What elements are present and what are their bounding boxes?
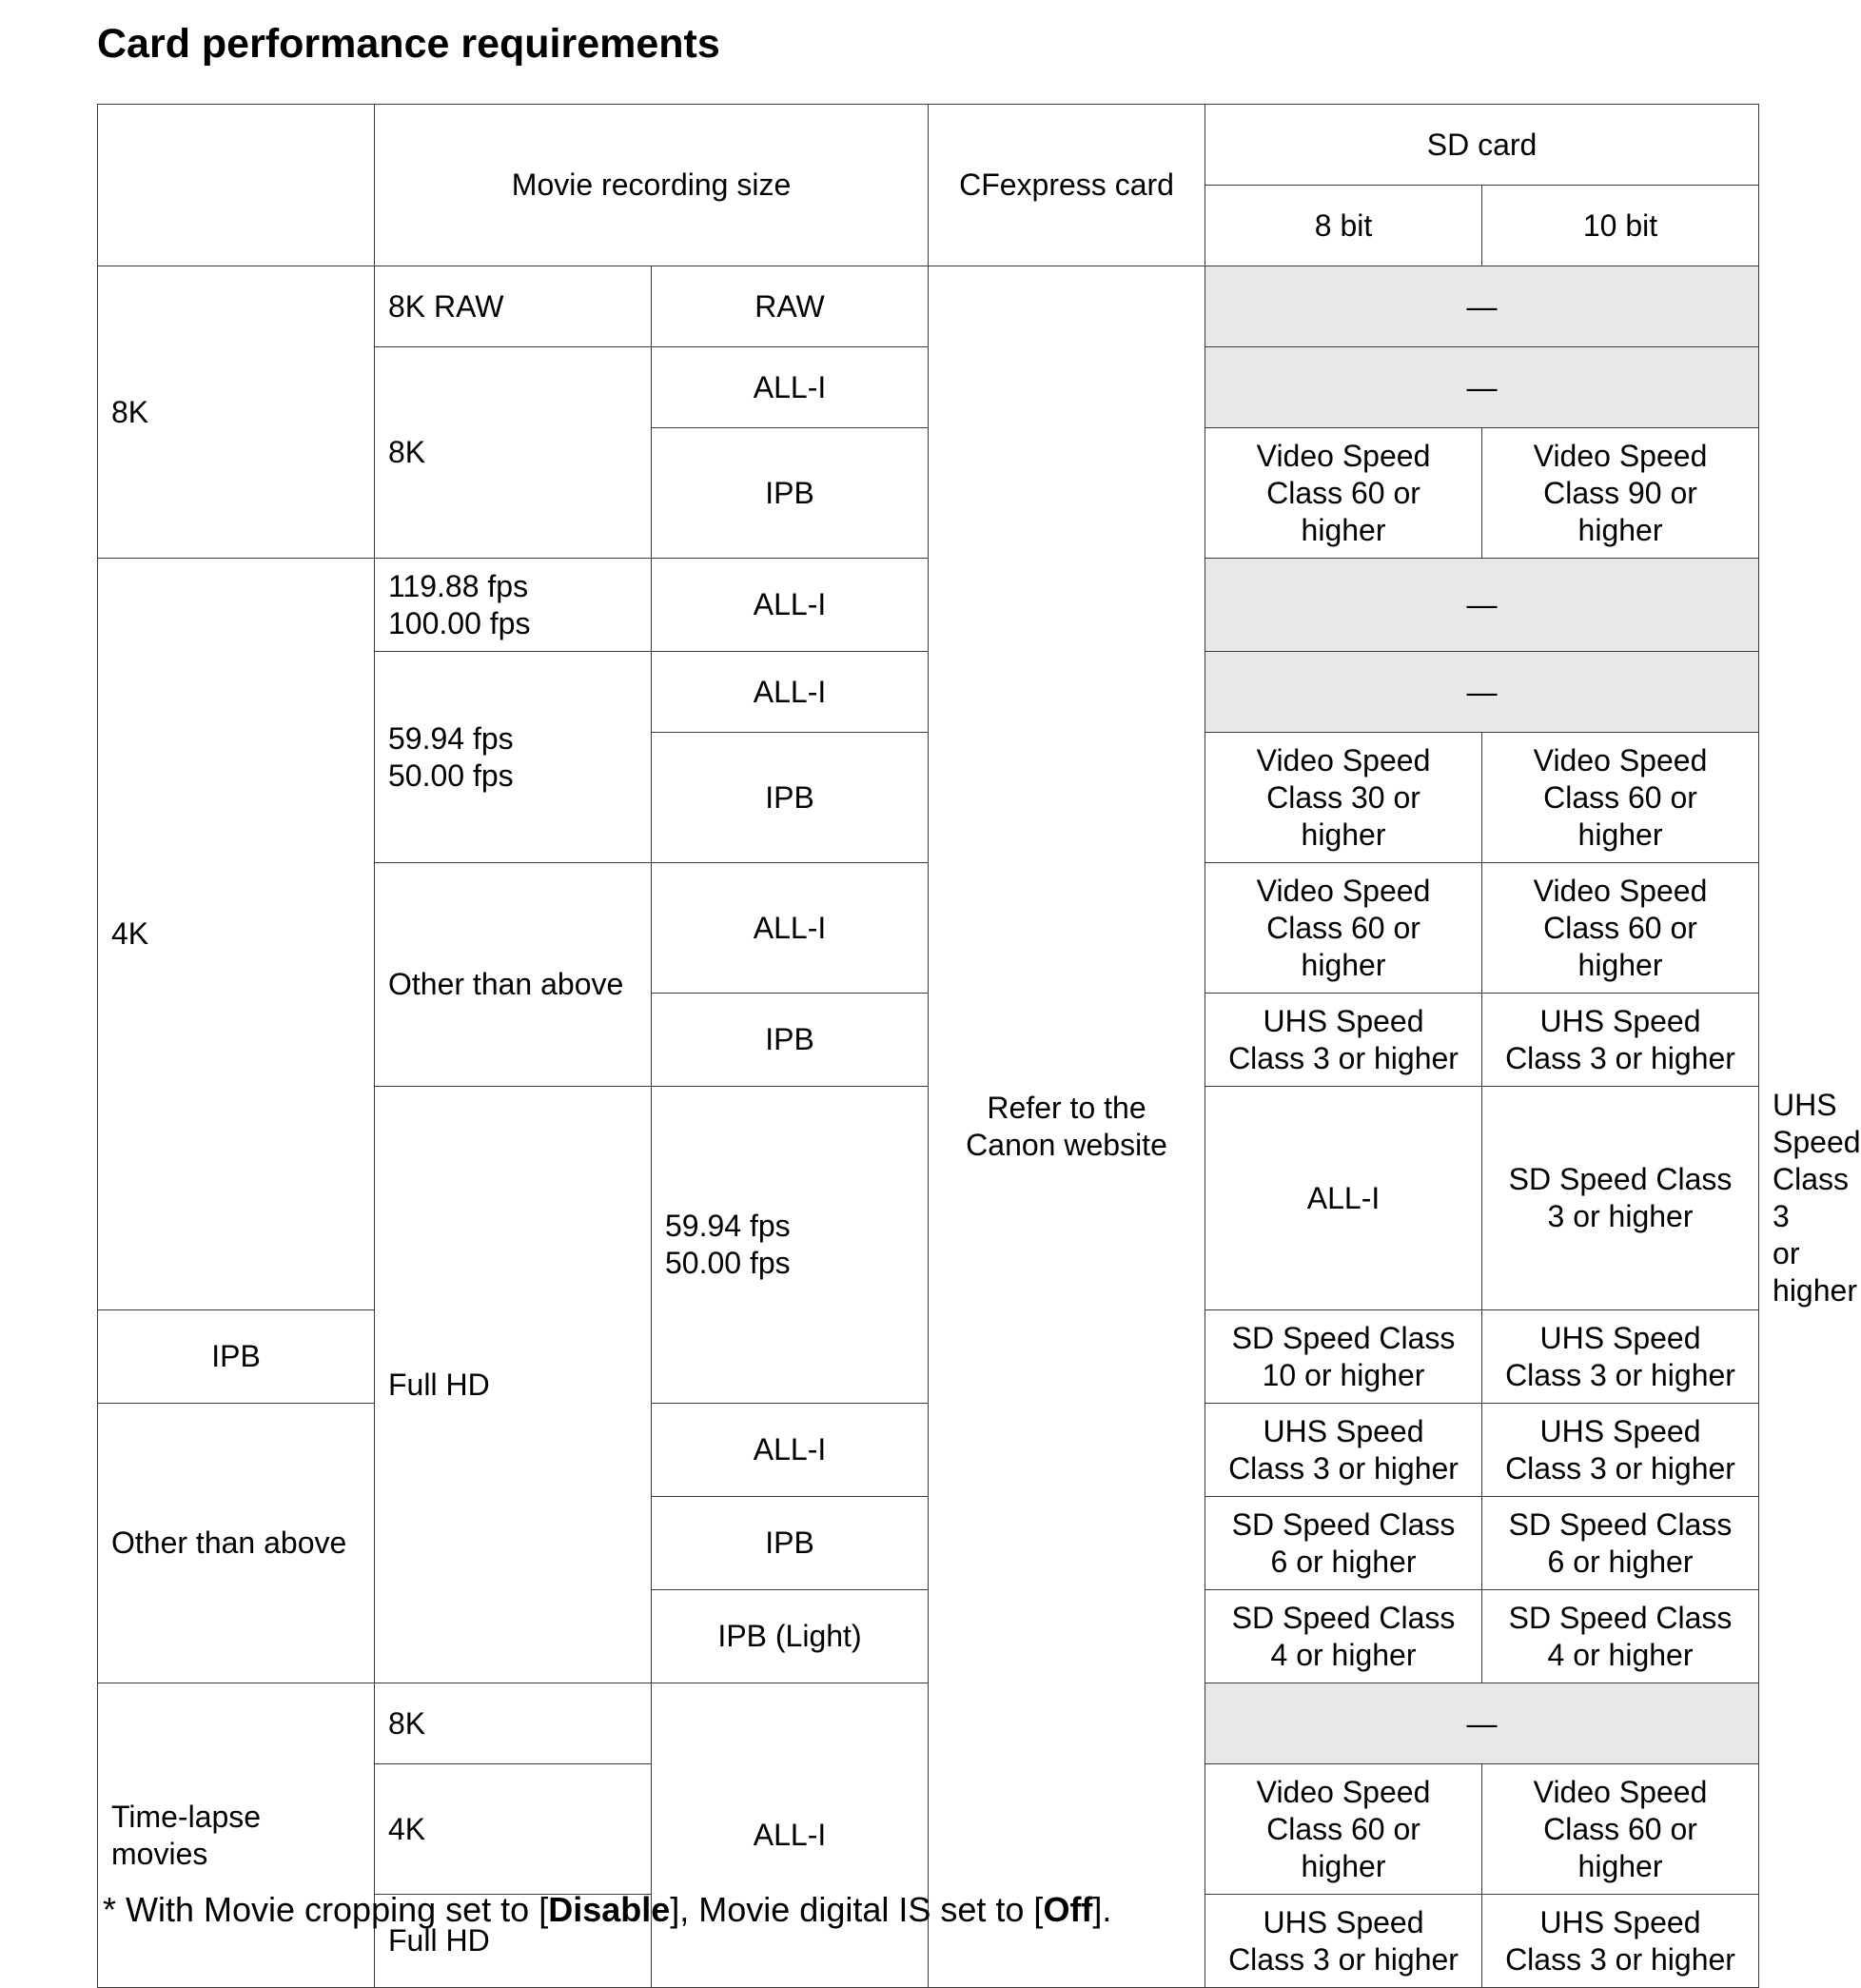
size-tl-8k: 8K [375,1683,652,1764]
sd-8bit-cell: Video Speed Class 30 or higher [1205,733,1482,863]
header-sd-card: SD card [1205,105,1759,186]
sd-10bit-cell: Video Speed Class 90 or higher [1482,428,1759,559]
sd-10bit-cell: SD Speed Class 4 or higher [1482,1590,1759,1683]
sd-8bit-cell: SD Speed Class 6 or higher [1205,1497,1482,1590]
compression-cell: IPB [98,1310,375,1404]
sd-8bit-cell: SD Speed Class 4 or higher [1205,1590,1482,1683]
compression-cell: ALL-I [652,652,929,733]
sd-8bit-cell: UHS Speed Class 3 or higher [1205,994,1482,1087]
sd-8bit-cell: SD Speed Class 3 or higher [1482,1087,1759,1310]
sd-not-available: — [1205,266,1759,347]
sd-8bit-cell: UHS Speed Class 3 or higher [1205,1895,1482,1988]
sd-8bit-cell: Video Speed Class 60 or higher [1205,428,1482,559]
size-fhd-59fps: 59.94 fps 50.00 fps [652,1087,929,1404]
size-tl-full-hd: Full HD [375,1895,652,1988]
page-title: Card performance requirements [97,21,720,67]
sd-not-available: — [1205,1683,1759,1764]
compression-cell: IPB [652,733,929,863]
compression-cell: ALL-I [652,559,929,652]
compression-cell: IPB (Light) [652,1590,929,1683]
compression-cell: IPB [652,994,929,1087]
sd-8bit-cell: UHS Speed Class 3 or higher [1205,1404,1482,1497]
compression-cell: IPB [652,1497,929,1590]
compression-cell: ALL-I [652,1404,929,1497]
cfexpress-cell: Refer to the Canon website [929,266,1205,1988]
footnote-bold-disable: Disable [548,1890,671,1929]
sd-10bit-cell: Video Speed Class 60 or higher [1482,863,1759,994]
table-row [98,1404,1759,1497]
table-row: Full HD 59.94 fps 50.00 fps ALL-I SD Speed Class 3 or higher UHS Speed Class 3 or higher [98,1087,1759,1310]
size-4k-119fps: 119.88 fps 100.00 fps [375,559,652,652]
compression-cell: ALL-I [652,863,929,994]
compression-cell: ALL-I [652,1683,929,1988]
compression-cell: ALL-I [1205,1087,1482,1310]
size-8k: 8K [375,347,652,559]
sd-10bit-cell: UHS Speed Class 3 or higher [1482,1310,1759,1404]
sd-8bit-cell: Video Speed Class 60 or higher [1205,1764,1482,1895]
header-movie-size: Movie recording size [375,105,929,266]
header-empty-cell [98,105,375,266]
footnote-text-1: With Movie cropping set to [ [126,1890,549,1929]
sd-8bit-cell: SD Speed Class 10 or higher [1205,1310,1482,1404]
size-4k-59fps: 59.94 fps 50.00 fps [375,652,652,863]
group-time-lapse: Time-lapse movies [98,1683,375,1988]
group-full-hd: Full HD [375,1087,652,1683]
table-row [98,559,1759,652]
sd-10bit-cell: SD Speed Class 6 or higher [1482,1497,1759,1590]
header-cfexpress: CFexpress card [929,105,1205,266]
compression-cell: IPB [652,428,929,559]
sd-not-available: — [1205,559,1759,652]
sd-10bit-cell: UHS Speed Class 3 or higher [1482,1404,1759,1497]
compression-cell: ALL-I [652,347,929,428]
sd-10bit-cell: UHS Speed Class 3 or higher [1482,994,1759,1087]
size-fhd-other: Other than above [98,1404,375,1683]
header-row-1 [98,105,1759,186]
size-4k-other: Other than above [375,863,652,1087]
sd-8bit-cell: Video Speed Class 60 or higher [1205,863,1482,994]
compression-cell: RAW [652,266,929,347]
footnote-star: * [103,1890,127,1929]
footnote [103,1890,1111,1930]
header-8bit: 8 bit [1205,186,1482,266]
footnote-text-2: ], Movie digital IS set to [ [670,1890,1044,1929]
footnote-bold-off: Off [1043,1890,1093,1929]
table-row [98,1683,1759,1764]
footnote-text-3: ]. [1092,1890,1112,1929]
sd-10bit-cell: Video Speed Class 60 or higher [1482,1764,1759,1895]
size-tl-4k: 4K [375,1764,652,1895]
table-row [98,266,1759,347]
group-8k: 8K [98,266,375,559]
sd-10bit-cell: Video Speed Class 60 or higher [1482,733,1759,863]
group-4k: 4K [98,559,375,1310]
size-8k-raw: 8K RAW [375,266,652,347]
sd-not-available: — [1205,652,1759,733]
sd-not-available: — [1205,347,1759,428]
card-requirements-table [97,104,1861,1988]
sd-10bit-cell: UHS Speed Class 3 or higher [1482,1895,1759,1988]
header-10bit: 10 bit [1482,186,1759,266]
